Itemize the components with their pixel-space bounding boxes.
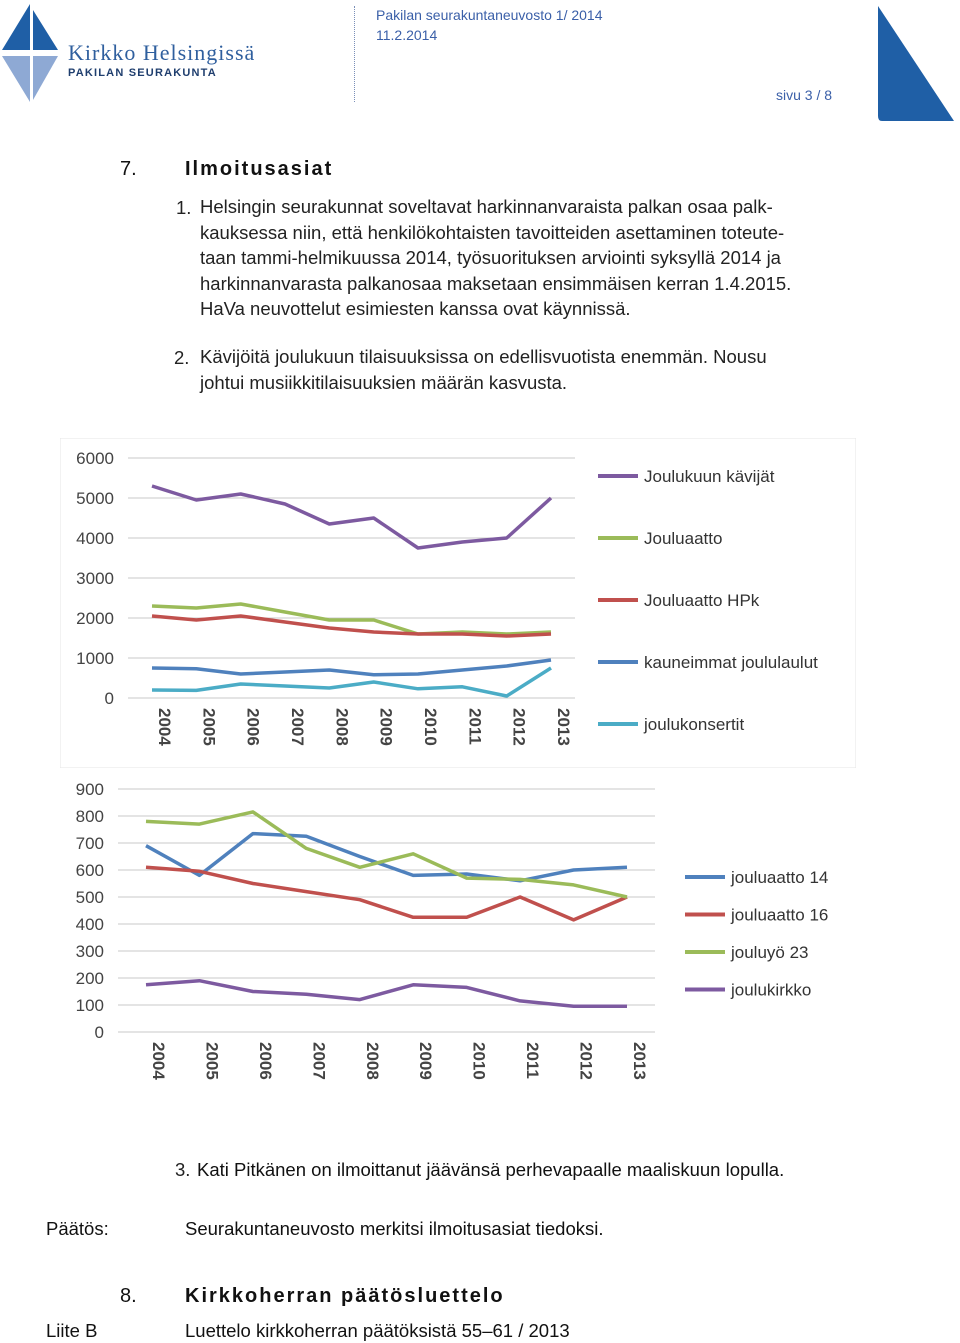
x-tick-label: 2004 [149, 1042, 168, 1080]
section-8-title: Kirkkoherran päätösluettelo [185, 1285, 505, 1307]
y-tick-label: 900 [75, 780, 104, 799]
y-tick-label: 0 [94, 1023, 104, 1042]
x-tick-label: 2011 [465, 708, 485, 745]
item-2-number: 2. [174, 347, 190, 368]
x-tick-label: 2011 [523, 1042, 543, 1079]
section-7-number: 7. [120, 158, 137, 180]
legend-label: jouluaatto 14 [731, 868, 829, 887]
church-logo-icon [2, 4, 62, 104]
legend-label: jouluyö 23 [731, 943, 809, 962]
y-tick-label: 600 [75, 861, 104, 880]
y-tick-label: 1000 [76, 649, 114, 668]
y-tick-label: 500 [75, 888, 104, 907]
y-tick-label: 200 [75, 969, 104, 988]
y-tick-label: 5000 [76, 489, 114, 508]
x-tick-label: 2008 [362, 1042, 382, 1080]
item-1-text [200, 194, 850, 322]
legend-label: Jouluaatto [644, 529, 723, 548]
series-line [146, 812, 627, 897]
item-1-line: taan tammi-helmikuussa 2014, työsuorituksen arviointi syksyllä 2014 ja [200, 247, 781, 268]
series-line [146, 834, 627, 881]
x-tick-label: 2007 [288, 708, 307, 746]
item-3-text: Kati Pitkänen on ilmoittanut jäävänsä perhevapaalle maaliskuun lopulla. [197, 1159, 785, 1180]
item-2-text [200, 344, 850, 395]
legend-label: kauneimmat joululaulut [644, 653, 818, 672]
y-tick-label: 3000 [76, 569, 114, 588]
x-tick-label: 2005 [199, 708, 219, 746]
header-divider [354, 6, 355, 102]
x-tick-label: 2005 [202, 1042, 222, 1080]
appendix-label: Liite B [46, 1320, 98, 1341]
y-tick-label: 6000 [76, 449, 114, 468]
corner-triangle-icon [876, 4, 956, 124]
legend-label: joulukonsertit [644, 715, 745, 734]
meeting-title: Pakilan seurakuntaneuvosto 1/ 2014 [376, 7, 603, 23]
x-tick-label: 2013 [630, 1042, 649, 1080]
y-tick-label: 2000 [76, 609, 114, 628]
y-tick-label: 400 [75, 915, 104, 934]
y-tick-label: 4000 [76, 529, 114, 548]
page-number: sivu 3 / 8 [776, 87, 833, 103]
decision-text: Seurakuntaneuvosto merkitsi ilmoitusasiat tiedoksi. [185, 1218, 604, 1239]
series-line [146, 981, 627, 1007]
item-2-line: johtui musiikkitilaisuuksien määrän kasvusta. [200, 371, 568, 393]
item-1-line: HaVa neuvottelut esimiesten kanssa ovat käynnissä. [200, 298, 631, 319]
legend-label: jouluaatto 16 [731, 905, 829, 925]
x-tick-label: 2004 [155, 708, 174, 746]
org-name: Kirkko Helsingissä [68, 40, 256, 65]
item-3-number: 3. [175, 1159, 191, 1180]
x-tick-label: 2010 [469, 1042, 489, 1080]
x-tick-label: 2012 [509, 708, 529, 746]
item-1-line: harkinnanvarasta palkanosaa maksetaan ensimmäisen kerran 1.4.2015. [200, 272, 792, 294]
x-tick-label: 2006 [243, 708, 263, 746]
x-tick-label: 2009 [416, 1042, 436, 1080]
x-tick-label: 2008 [332, 708, 352, 746]
x-tick-label: 2006 [255, 1042, 275, 1080]
y-tick-label: 0 [104, 689, 114, 708]
item-2-line: Kävijöitä joulukuun tilaisuuksissa on edellisvuotista enemmän. Nousu [200, 346, 767, 367]
x-tick-label: 2013 [554, 708, 573, 746]
item-1-line: Helsingin seurakunnat soveltavat harkinnanvaraista palkan osaa palk- [200, 196, 773, 217]
x-tick-label: 2009 [376, 708, 396, 746]
appendix-text: Luettelo kirkkoherran päätöksistä 55–61 / 2013 [185, 1320, 570, 1341]
x-tick-label: 2010 [421, 708, 440, 746]
item-1-line: kauksessa niin, että henkilökohtaisten tavoitteiden asettaminen toteute- [200, 221, 785, 243]
chart-christmas-services [60, 775, 856, 1095]
meeting-date: 11.2.2014 [376, 27, 438, 43]
section-8-number: 8. [120, 1285, 137, 1307]
x-tick-label: 2012 [576, 1042, 596, 1080]
legend-label: Joulukuun kävijät [644, 467, 775, 486]
y-tick-label: 100 [75, 996, 104, 1015]
y-tick-label: 700 [75, 834, 104, 853]
org-unit: PAKILAN SEURAKUNTA [68, 67, 217, 79]
y-tick-label: 800 [75, 807, 104, 826]
legend-label: joulukirkko [731, 980, 812, 1000]
decision-label: Päätös: [46, 1218, 109, 1239]
legend-label: Jouluaatto HPk [644, 591, 760, 610]
item-1-number: 1. [176, 197, 192, 218]
section-7-title: Ilmoitusasiat [185, 158, 334, 180]
y-tick-label: 300 [75, 942, 104, 961]
chart-december-visitors [60, 438, 856, 768]
x-tick-label: 2007 [309, 1042, 329, 1080]
